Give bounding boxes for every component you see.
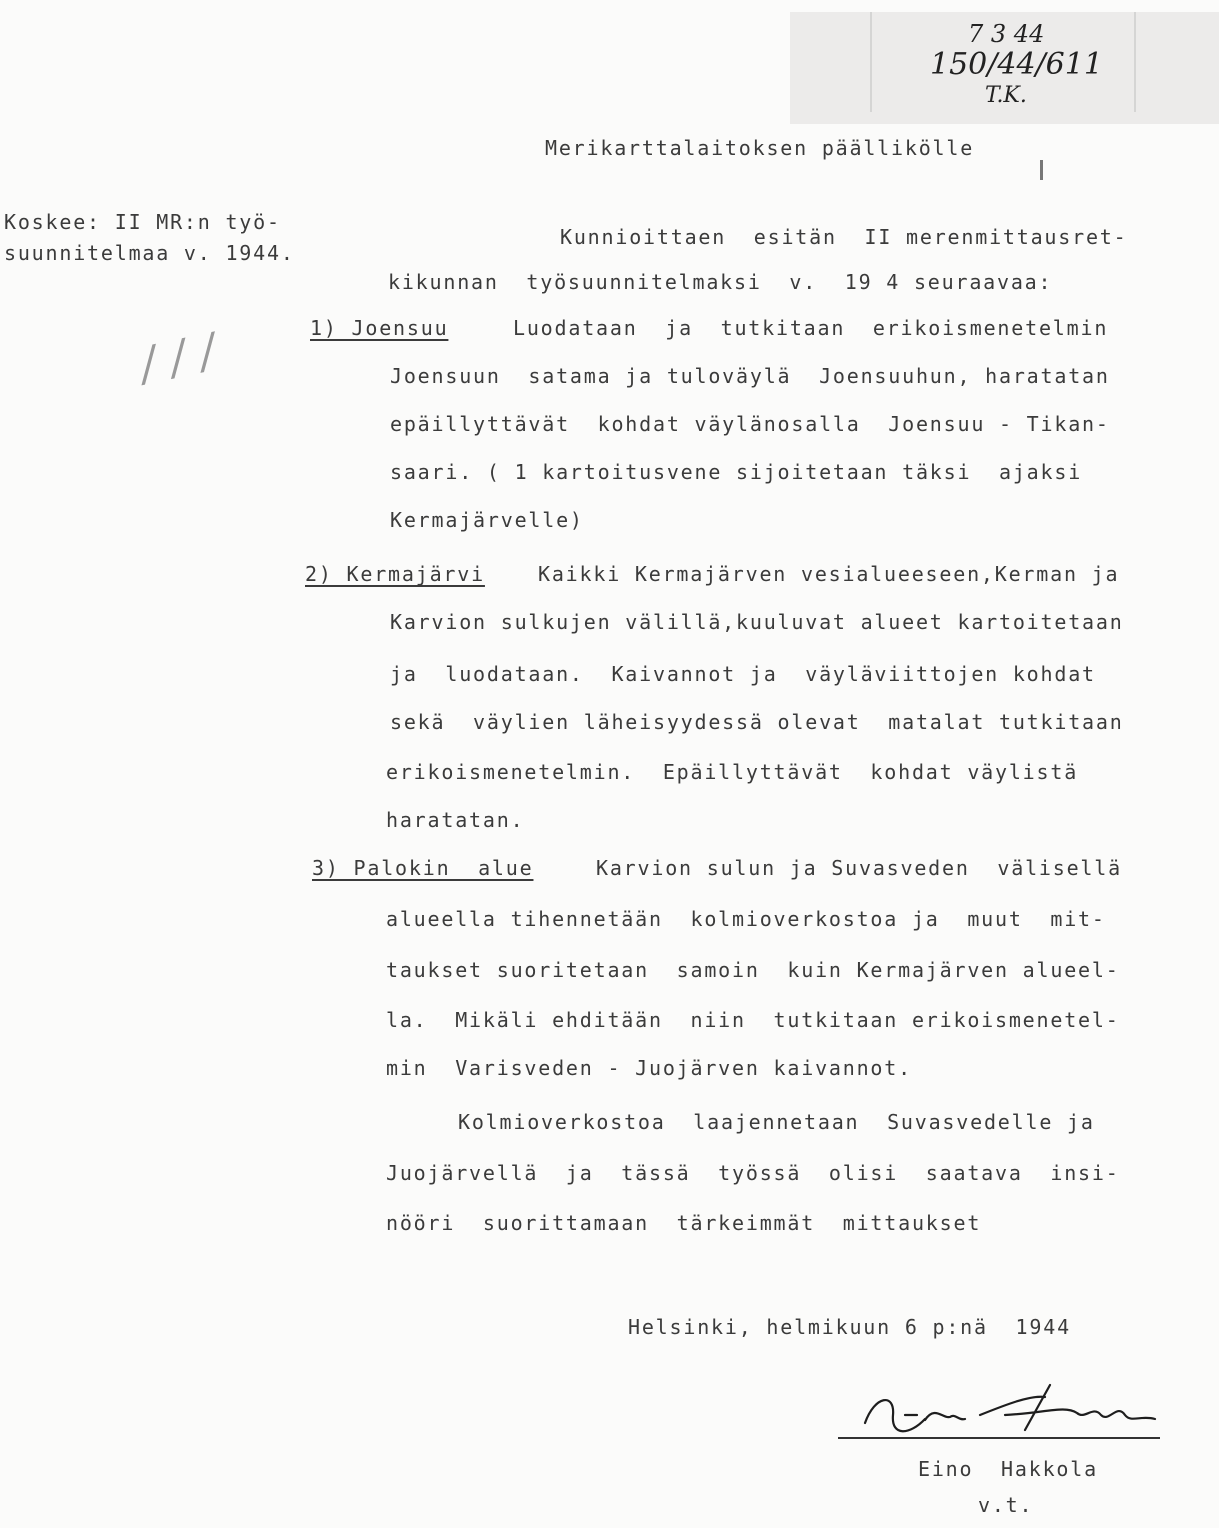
signature-line xyxy=(838,1437,1160,1439)
closing-line-2: Juojärvellä ja tässä työssä olisi saatava insi- xyxy=(386,1161,1120,1185)
section-1-first-line: Luodataan ja tutkitaan erikoismenetelmin xyxy=(513,316,1109,340)
mark-tick xyxy=(1040,160,1043,180)
intro-line-1: Kunnioittaen esitän II merenmittausret- xyxy=(560,225,1128,249)
place-and-date: Helsinki, helmikuun 6 p:nä 1944 xyxy=(628,1315,1071,1339)
section-3-first-line: Karvion sulun ja Suvasveden välisellä xyxy=(596,856,1122,880)
section-2-line: ja luodataan. Kaivannot ja väyläviittojen kohdat xyxy=(390,662,1096,686)
stamp-reference: 150/44/611 xyxy=(930,47,1103,82)
signatory-name: Eino Hakkola xyxy=(918,1457,1098,1481)
intro-line-2: kikunnan työsuunnitelmaksi v. 19 4 seuraavaa: xyxy=(388,270,1053,294)
faint-pencil-mark: / / / xyxy=(135,322,221,392)
section-1-line: Kermajärvelle) xyxy=(390,508,584,532)
section-3-line: taukset suoritetaan samoin kuin Kermajärven alueel- xyxy=(386,958,1120,982)
section-1-line: saari. ( 1 kartoitusvene sijoitetaan täksi ajaksi xyxy=(390,460,1083,484)
margin-note-line-1: Koskee: II MR:n työ- xyxy=(4,210,281,234)
section-2-line: Karvion sulkujen välillä,kuuluvat alueet kartoitetaan xyxy=(390,610,1124,634)
stamp-date: 7 3 44 xyxy=(968,20,1045,48)
section-1-line: Joensuun satama ja tuloväylä Joensuuhun, haratatan xyxy=(390,364,1110,388)
stamp-initials: T.K. xyxy=(985,83,1027,108)
section-2-heading: 2) Kermajärvi xyxy=(305,562,485,586)
section-3-line: alueella tihennetään kolmioverkostoa ja muut mit- xyxy=(386,907,1106,931)
closing-line-3: nööri suorittamaan tärkeimmät mittaukset xyxy=(386,1211,982,1235)
section-2-first-line: Kaikki Kermajärven vesialueeseen,Kerman ja xyxy=(538,562,1120,586)
section-1-heading: 1) Joensuu xyxy=(310,316,449,340)
section-1-line: epäillyttävät kohdat väylänosalla Joensuu - Tikan- xyxy=(390,412,1110,436)
section-2-line: erikoismenetelmin. Epäillyttävät kohdat väylistä xyxy=(386,760,1079,784)
margin-note-line-2: suunnitelmaa v. 1944. xyxy=(4,241,295,265)
section-3-line: min Varisveden - Juojärven kaivannot. xyxy=(386,1056,912,1080)
signatory-title: v.t. xyxy=(978,1493,1034,1517)
section-2-line: sekä väylien läheisyydessä olevat matalat tutkitaan xyxy=(390,710,1124,734)
handwritten-signature xyxy=(855,1375,1165,1445)
section-3-line: la. Mikäli ehditään niin tutkitaan erikoismenetel- xyxy=(386,1008,1120,1032)
addressee: Merikarttalaitoksen päällikölle xyxy=(545,136,975,160)
section-2-line: haratatan. xyxy=(386,808,525,832)
section-3-heading: 3) Palokin alue xyxy=(312,856,534,880)
closing-line-1: Kolmioverkostoa laajennetaan Suvasvedelle ja xyxy=(458,1110,1095,1134)
